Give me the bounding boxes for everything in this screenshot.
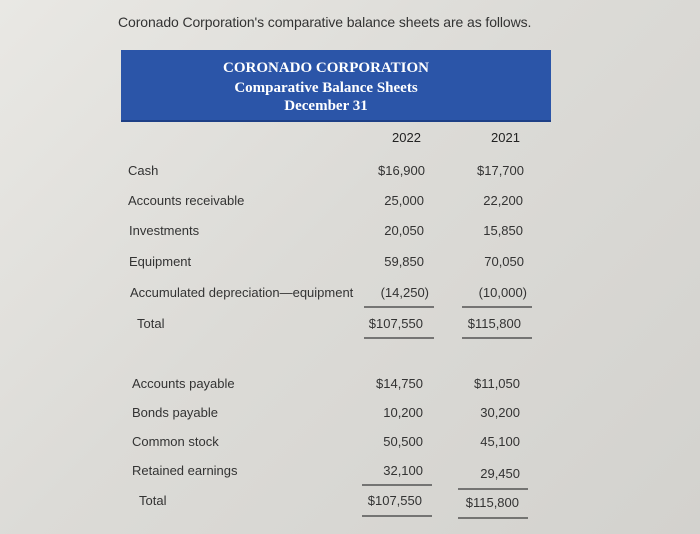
row-label: Bonds payable (132, 405, 219, 420)
row-label: Equipment (129, 254, 192, 269)
row-value-2022: (14,250) (380, 285, 429, 300)
subtotal-rule-2021 (462, 306, 532, 308)
subtotal-rule-2022 (362, 484, 432, 486)
row-label: Accounts payable (132, 376, 235, 391)
liabilities-total-2022: $107,550 (367, 493, 422, 508)
assets-total-2022: $107,550 (368, 316, 423, 331)
row-label: Accounts receivable (128, 193, 245, 208)
row-value-2021: (10,000) (478, 285, 527, 300)
statement-date: December 31 (284, 98, 368, 114)
row-value-2021: 15,850 (483, 223, 523, 238)
row-value-2022: 59,850 (384, 254, 424, 269)
intro-text: Coronado Corporation's comparative balance sheets are as follows. (118, 14, 532, 30)
statement-header (121, 50, 551, 122)
column-header-2022: 2022 (392, 130, 421, 145)
row-value-2022: 10,200 (383, 405, 423, 420)
row-value-2022: 25,000 (384, 193, 424, 208)
liabilities-total-label: Total (139, 493, 167, 508)
row-value-2021: 22,200 (483, 193, 523, 208)
row-value-2021: $17,700 (477, 163, 524, 178)
row-label: Common stock (132, 434, 219, 449)
row-value-2022: 32,100 (383, 463, 423, 478)
row-value-2021: $11,050 (473, 376, 520, 391)
row-label: Retained earnings (132, 463, 238, 478)
total-double-rule-2021 (462, 337, 532, 339)
row-label: Investments (129, 223, 200, 238)
row-value-2021: 29,450 (480, 466, 520, 481)
total-double-rule-2022 (364, 337, 434, 339)
statement-title: Comparative Balance Sheets (234, 80, 418, 96)
company-name: CORONADO CORPORATION (223, 60, 429, 76)
row-value-2022: 50,500 (383, 434, 423, 449)
row-value-2021: 45,100 (480, 434, 520, 449)
row-value-2022: $16,900 (378, 163, 425, 178)
assets-total-2021: $115,800 (467, 316, 521, 331)
row-value-2022: $14,750 (376, 376, 423, 391)
column-header-2021: 2021 (491, 130, 520, 145)
subtotal-rule-2022 (364, 306, 434, 308)
total-double-rule-2021 (458, 517, 528, 519)
subtotal-rule-2021 (458, 488, 528, 490)
row-value-2021: 70,050 (484, 254, 524, 269)
assets-total-label: Total (137, 316, 165, 331)
liabilities-total-2021: $115,800 (465, 495, 519, 510)
row-value-2021: 30,200 (480, 405, 520, 420)
row-value-2022: 20,050 (384, 223, 424, 238)
row-label: Cash (128, 163, 159, 178)
total-double-rule-2022 (362, 515, 432, 517)
row-label: Accumulated depreciation—equipment (130, 285, 354, 300)
